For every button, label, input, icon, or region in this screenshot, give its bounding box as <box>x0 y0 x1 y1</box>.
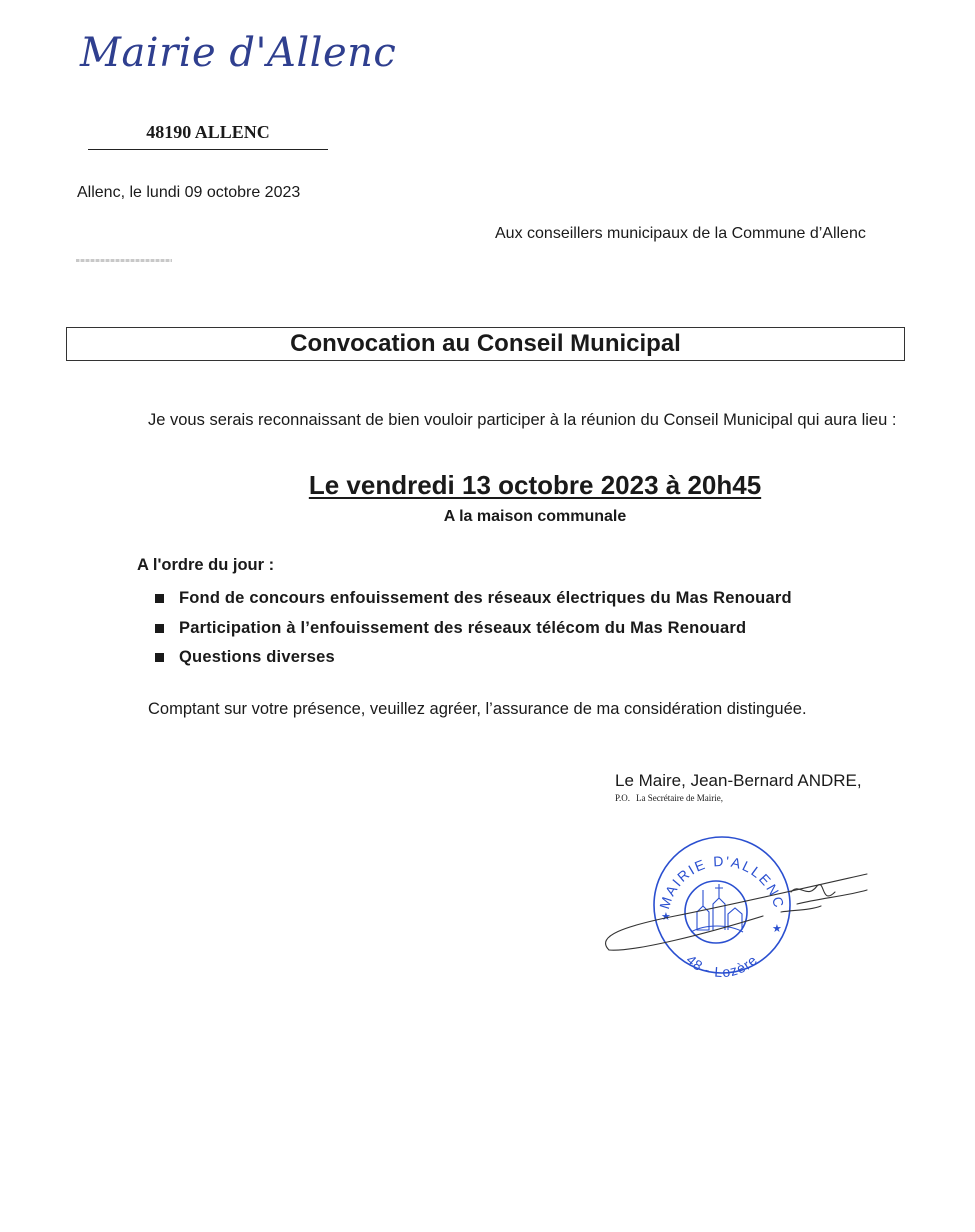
star-right-icon: ★ <box>772 922 782 935</box>
scan-smudge <box>76 259 172 262</box>
letterhead-divider <box>88 149 328 150</box>
handwritten-signature <box>606 874 867 950</box>
star-left-icon: ★ <box>661 910 671 923</box>
agenda-list <box>155 584 792 673</box>
stamp-top-text: MAIRIE D'ALLENC <box>656 852 788 911</box>
agenda-item <box>155 584 792 614</box>
po-line <box>615 793 723 803</box>
postal-line: 48190 ALLENC <box>146 122 270 142</box>
po-text: La Secrétaire de Mairie, <box>636 793 723 803</box>
signatory-line: Le Maire, Jean-Bernard ANDRE, <box>615 771 862 790</box>
agenda-item-text: Questions diverses <box>179 648 335 667</box>
date-line: Allenc, le lundi 09 octobre 2023 <box>77 184 301 201</box>
square-bullet-icon <box>155 624 164 633</box>
recipient-line: Aux conseillers municipaux de la Commune d’Allenc <box>495 225 866 242</box>
letterhead-logo: Mairie d'Allenc <box>80 30 397 76</box>
official-stamp <box>585 826 875 986</box>
agenda-item-text: Participation à l’enfouissement des réseaux télécom du Mas Renouard <box>179 618 747 637</box>
square-bullet-icon <box>155 653 164 662</box>
agenda-heading: A l'ordre du jour : <box>137 556 275 574</box>
agenda-item <box>155 614 792 644</box>
agenda-item-text: Fond de concours enfouissement des réseaux électriques du Mas Renouard <box>179 589 792 608</box>
closing-paragraph: Comptant sur votre présence, veuillez agréer, l’assurance de ma considération distinguée. <box>148 700 807 718</box>
title-box <box>66 327 905 361</box>
po-tag: P.O. <box>615 793 631 803</box>
square-bullet-icon <box>155 594 164 603</box>
intro-paragraph: Je vous serais reconnaissant de bien vouloir participer à la réunion du Conseil Municipal qui aura lieu : <box>148 411 897 429</box>
document-title: Convocation au Conseil Municipal <box>290 330 681 357</box>
meeting-datetime: Le vendredi 13 octobre 2023 à 20h45 <box>308 470 762 500</box>
stamp-bottom-text: 48 - Lozère <box>683 951 761 981</box>
agenda-item <box>155 643 792 673</box>
meeting-venue: A la maison communale <box>443 508 627 525</box>
